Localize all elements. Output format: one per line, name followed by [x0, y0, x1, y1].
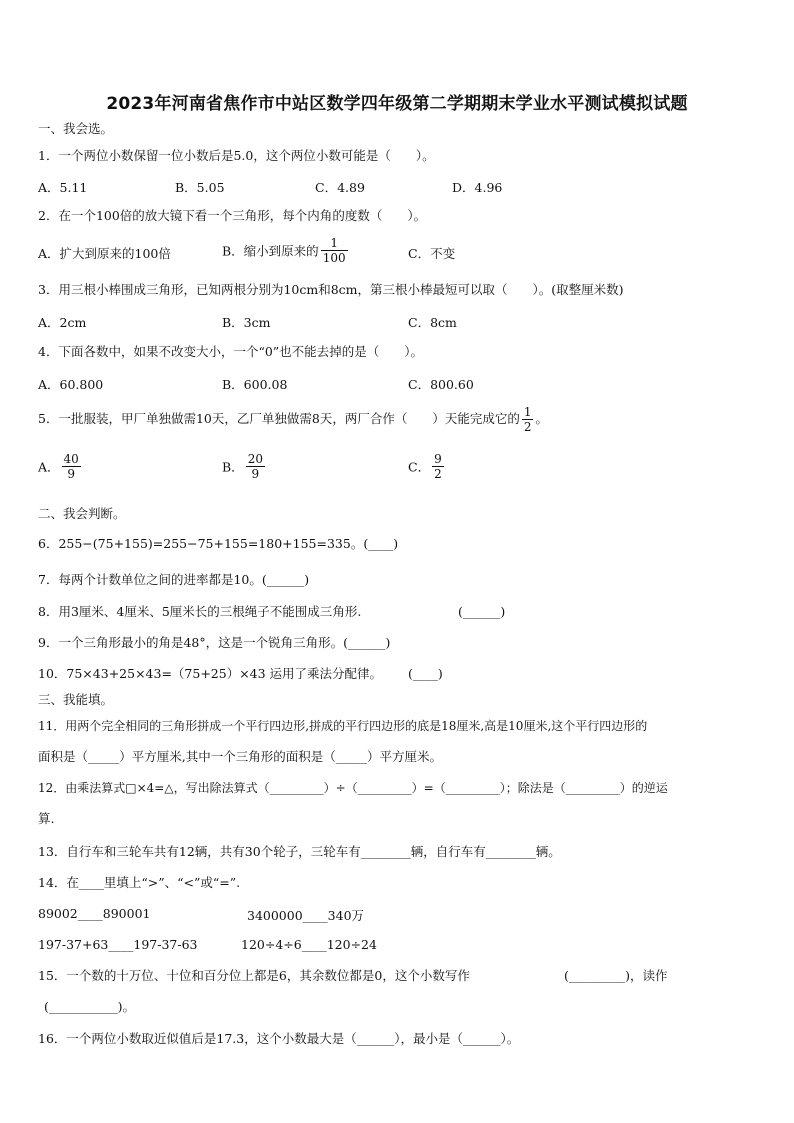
question-8-text: 8．用3厘米、4厘米、5厘米长的三根绳子不能围成三角形.: [38, 604, 362, 619]
question-5-options: [38, 452, 758, 488]
option-a[interactable]: [38, 452, 83, 481]
option-c[interactable]: C．8cm: [408, 315, 457, 330]
option-b[interactable]: [222, 452, 267, 481]
question-9-pre: 9．一个三角形最小的角是: [38, 635, 184, 650]
question-3-options: [38, 313, 758, 331]
question-1: 1．一个两位小数保留一位小数后是5.0，这个两位小数可能是（ ）。: [38, 148, 435, 163]
section-heading-choose: 一、我会选。: [38, 121, 114, 136]
question-3: 3．用三根小棒围成三角形，已知两根分别为10cm和8cm，第三根小棒最短可以取（ ）。(取整厘米数): [38, 282, 624, 297]
fraction-denominator: 9: [246, 466, 265, 481]
fraction: [522, 405, 534, 434]
fraction: [321, 236, 348, 265]
answer-blank[interactable]: 。(____): [350, 536, 399, 551]
fraction-numerator: 9: [434, 452, 442, 466]
option-c[interactable]: [408, 452, 446, 481]
option-d[interactable]: D．4.96: [452, 180, 503, 195]
option-b[interactable]: B．3cm: [222, 315, 271, 330]
option-b[interactable]: [222, 236, 350, 265]
question-14-row-2: [38, 937, 758, 955]
answer-blank[interactable]: (______): [458, 604, 506, 619]
compare-item[interactable]: 197-37+63____197-37-63: [38, 937, 198, 952]
question-2-options: [38, 236, 758, 272]
question-5: [38, 402, 548, 436]
question-1-options: [38, 178, 758, 196]
page-title: 2023年河南省焦作市中站区数学四年级第二学期期末学业水平测试模拟试题: [106, 94, 688, 114]
question-6-number: 6．: [38, 536, 59, 551]
option-b[interactable]: B．600.08: [222, 377, 288, 392]
question-15-line-2[interactable]: (___________)。: [44, 999, 136, 1014]
option-a[interactable]: A．60.800: [38, 377, 104, 392]
option-c[interactable]: C．4.89: [315, 180, 365, 195]
question-9-post: ，这是一个锐角三角形。(______): [205, 635, 391, 650]
compare-item[interactable]: 89002____890001: [38, 906, 151, 921]
question-16: 16．一个两位小数取近似值后是17.3，这个小数最大是（______），最小是（______）。: [38, 1031, 520, 1046]
fraction-numerator: 1: [523, 405, 532, 419]
question-9: [38, 635, 390, 651]
answer-blank[interactable]: (____): [408, 666, 443, 681]
fraction: [62, 452, 81, 481]
fraction: [246, 452, 265, 481]
option-a[interactable]: A．2cm: [38, 315, 87, 330]
option-a[interactable]: A．扩大到原来的100倍: [38, 246, 171, 261]
section-heading-judge: 二、我会判断。: [38, 506, 126, 521]
fraction-numerator: 20: [247, 452, 263, 466]
question-15-line-1: [38, 968, 668, 984]
question-10: [38, 666, 443, 682]
option-c[interactable]: C．800.60: [408, 377, 474, 392]
fraction: [432, 452, 444, 481]
question-13: 13．自行车和三轮车共有12辆，共有30个轮子，三轮车有________辆，自行车有________辆。: [38, 844, 561, 859]
question-2: 2．在一个100倍的放大镜下看一个三角形，每个内角的度数（ ）。: [38, 208, 427, 223]
question-4-options: [38, 375, 758, 393]
question-14: 14．在____里填上“>”、“<”或“=”.: [38, 875, 241, 890]
option-c[interactable]: C．不变: [408, 246, 456, 261]
fraction-denominator: 2: [434, 467, 442, 481]
option-label: B．: [222, 459, 244, 475]
question-12-line-1: 12．由乘法算式□×4=△，写出除法算式（_________）÷（_________）=（_________）；除法是（_________）的逆运: [38, 781, 668, 795]
answer-blank[interactable]: (_________)，读作: [564, 968, 668, 983]
question-11-line-1: 11．用两个完全相同的三角形拼成一个平行四边形,拼成的平行四边形的底是18厘米,高是10厘米,这个平行四边形的: [38, 719, 648, 733]
option-b-label: B．缩小到原来的: [222, 243, 319, 259]
fraction-numerator: 1: [330, 236, 338, 250]
option-label: A．: [38, 459, 60, 475]
question-6-expression: 255−(75+155)=255−75+155=180+155=335: [58, 536, 351, 551]
question-10-text: 10．75×43+25×43=（75+25）×43 运用了乘法分配律。: [38, 666, 383, 681]
question-14-row-1: [38, 906, 758, 924]
section-heading-fill: 三、我能填。: [38, 692, 114, 707]
question-15-text: 15．一个数的十万位、十位和百分位上都是6，其余数位都是0，这个小数写作: [38, 968, 470, 983]
compare-item[interactable]: 3400000____340万: [247, 908, 365, 923]
question-9-angle: 48°: [183, 635, 206, 650]
option-b[interactable]: B．5.05: [175, 180, 225, 195]
question-12-line-2: 算.: [38, 811, 55, 826]
option-label: C．: [408, 459, 431, 475]
question-8: [38, 604, 506, 620]
fraction-numerator: 40: [63, 452, 79, 466]
question-4: 4．下面各数中，如果不改变大小，一个“0”也不能去掉的是（ ）。: [38, 344, 423, 359]
question-7: 7．每两个计数单位之间的进率都是10。(______): [38, 572, 310, 587]
option-a[interactable]: A．5.11: [38, 180, 88, 195]
compare-item[interactable]: 120÷4÷6____120÷24: [241, 937, 377, 952]
fraction-denominator: 2: [523, 420, 532, 434]
question-5-end: 。: [535, 411, 548, 426]
question-6: [38, 536, 398, 552]
question-5-text: 5．一批服装，甲厂单独做需10天，乙厂单独做需8天，两厂合作（ ）天能完成它的: [38, 411, 520, 426]
fraction-denominator: 100: [322, 251, 346, 265]
question-11-line-2: 面积是（_____）平方厘米,其中一个三角形的面积是（_____）平方厘米。: [38, 749, 442, 764]
fraction-denominator: 9: [62, 466, 81, 481]
